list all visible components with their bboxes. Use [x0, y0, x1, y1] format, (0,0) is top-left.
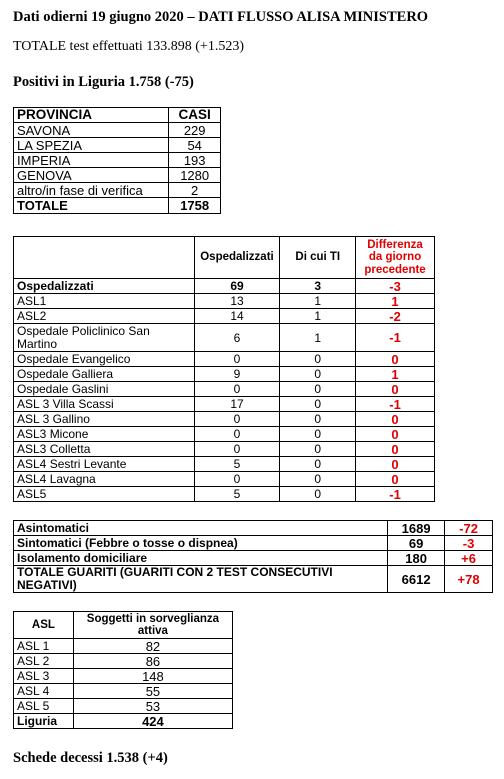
- diff-value: 0: [356, 382, 435, 397]
- hospitalized-value: 0: [194, 442, 280, 457]
- total-label: TOTALE: [14, 198, 169, 214]
- asl-name: ASL 2: [14, 654, 74, 669]
- header-ospedalizzati: Ospedalizzati: [194, 237, 280, 279]
- table-row: [14, 138, 221, 153]
- icu-value: 1: [280, 294, 356, 309]
- row-label: ASL4 Sestri Levante: [14, 457, 195, 472]
- icu-value: 3: [280, 279, 356, 294]
- row-label: ASL1: [14, 294, 195, 309]
- hospitalized-value: 5: [194, 457, 280, 472]
- hospitalized-value: 0: [194, 427, 280, 442]
- header-di-cui-ti: Di cui TI: [280, 237, 356, 279]
- table-row: [14, 551, 493, 566]
- table-header-row: [14, 108, 221, 123]
- table-row: [14, 487, 435, 502]
- total-cases: 1758: [169, 198, 221, 214]
- hospitalized-value: 9: [194, 367, 280, 382]
- table-row: [14, 294, 435, 309]
- table-row: [14, 324, 435, 352]
- summary-diff: +6: [445, 551, 493, 566]
- summary-label: TOTALE GUARITI (GUARITI CON 2 TEST CONSECUTIVI NEGATIVI): [14, 566, 388, 593]
- summary-value: 6612: [388, 566, 445, 593]
- diff-value: 1: [356, 367, 435, 382]
- diff-value: -2: [356, 309, 435, 324]
- table-row: [14, 153, 221, 168]
- positives-heading: Positivi in Liguria 1.758 (-75): [13, 74, 194, 90]
- asl-count: 148: [73, 669, 232, 684]
- icu-value: 1: [280, 309, 356, 324]
- diff-value: -1: [356, 487, 435, 502]
- row-label: Ospedale Gaslini: [14, 382, 195, 397]
- province-name: LA SPEZIA: [14, 138, 169, 153]
- icu-value: 0: [280, 412, 356, 427]
- header-provincia: PROVINCIA: [14, 108, 169, 123]
- summary-value: 180: [388, 551, 445, 566]
- table-row: [14, 472, 435, 487]
- total-count: 424: [73, 714, 232, 729]
- table-row: [14, 457, 435, 472]
- province-cases: 54: [169, 138, 221, 153]
- hospital-table: [13, 236, 435, 502]
- summary-diff: -3: [445, 536, 493, 551]
- header-asl: ASL: [14, 612, 74, 639]
- table-header-row: [14, 612, 233, 639]
- hospitalized-value: 0: [194, 412, 280, 427]
- table-row: [14, 669, 233, 684]
- province-name: altro/in fase di verifica: [14, 183, 169, 198]
- province-cases: 193: [169, 153, 221, 168]
- hospitalized-value: 17: [194, 397, 280, 412]
- icu-value: 0: [280, 352, 356, 367]
- diff-value: 0: [356, 472, 435, 487]
- header-empty: [14, 237, 195, 279]
- table-row: [14, 699, 233, 714]
- province-table: [13, 107, 221, 214]
- diff-value: 1: [356, 294, 435, 309]
- asl-count: 55: [73, 684, 232, 699]
- icu-value: 0: [280, 442, 356, 457]
- table-row: [14, 397, 435, 412]
- diff-value: 0: [356, 457, 435, 472]
- province-name: GENOVA: [14, 168, 169, 183]
- table-row: [14, 442, 435, 457]
- row-label: Ospedale Policlinico San Martino: [14, 324, 195, 352]
- total-label: Liguria: [14, 714, 74, 729]
- hospitalized-value: 0: [194, 382, 280, 397]
- row-label: ASL5: [14, 487, 195, 502]
- summary-value: 1689: [388, 521, 445, 536]
- diff-value: -1: [356, 397, 435, 412]
- hospitalized-value: 0: [194, 472, 280, 487]
- surveillance-table: [13, 611, 233, 729]
- diff-value: 0: [356, 412, 435, 427]
- total-row: [14, 198, 221, 214]
- table-row: [14, 352, 435, 367]
- table-row: [14, 427, 435, 442]
- page-title: Dati odierni 19 giugno 2020 – DATI FLUSSO ALISA MINISTERO: [13, 9, 429, 25]
- summary-label: Sintomatici (Febbre o tosse o dispnea): [14, 536, 388, 551]
- summary-diff: -72: [445, 521, 493, 536]
- summary-diff: +78: [445, 566, 493, 593]
- summary-label: Asintomatici: [14, 521, 388, 536]
- diff-value: -3: [356, 279, 435, 294]
- province-cases: 229: [169, 123, 221, 138]
- hospitalized-value: 0: [194, 352, 280, 367]
- icu-value: 1: [280, 324, 356, 352]
- total-tests-line: TOTALE test effettuati 133.898 (+1.523): [13, 39, 244, 54]
- header-casi: CASI: [169, 108, 221, 123]
- table-row: [14, 639, 233, 654]
- icu-value: 0: [280, 427, 356, 442]
- table-row: [14, 183, 221, 198]
- row-label: ASL2: [14, 309, 195, 324]
- province-name: SAVONA: [14, 123, 169, 138]
- asl-count: 82: [73, 639, 232, 654]
- diff-value: -1: [356, 324, 435, 352]
- asl-name: ASL 5: [14, 699, 74, 714]
- summary-table: [13, 520, 493, 593]
- table-row: [14, 536, 493, 551]
- table-row: [14, 412, 435, 427]
- asl-name: ASL 3: [14, 669, 74, 684]
- table-row: [14, 382, 435, 397]
- deaths-line: Schede decessi 1.538 (+4): [13, 750, 168, 766]
- summary-label: Isolamento domiciliare: [14, 551, 388, 566]
- total-row: [14, 714, 233, 729]
- row-label: Ospedale Galliera: [14, 367, 195, 382]
- row-label: ASL3 Micone: [14, 427, 195, 442]
- icu-value: 0: [280, 487, 356, 502]
- table-row: [14, 309, 435, 324]
- row-label: ASL4 Lavagna: [14, 472, 195, 487]
- province-cases: 1280: [169, 168, 221, 183]
- asl-name: ASL 1: [14, 639, 74, 654]
- row-label: ASL 3 Villa Scassi: [14, 397, 195, 412]
- icu-value: 0: [280, 367, 356, 382]
- header-soggetti: Soggetti in sorveglianza attiva: [73, 612, 232, 639]
- row-label: Ospedale Evangelico: [14, 352, 195, 367]
- summary-value: 69: [388, 536, 445, 551]
- row-label: Ospedalizzati: [14, 279, 195, 294]
- table-row: [14, 521, 493, 536]
- asl-count: 86: [73, 654, 232, 669]
- row-label: ASL 3 Gallino: [14, 412, 195, 427]
- hospitalized-value: 13: [194, 294, 280, 309]
- asl-name: ASL 4: [14, 684, 74, 699]
- icu-value: 0: [280, 472, 356, 487]
- table-header-row: [14, 237, 435, 279]
- table-row: [14, 367, 435, 382]
- province-name: IMPERIA: [14, 153, 169, 168]
- diff-value: 0: [356, 442, 435, 457]
- icu-value: 0: [280, 382, 356, 397]
- table-row: [14, 654, 233, 669]
- icu-value: 0: [280, 457, 356, 472]
- diff-value: 0: [356, 427, 435, 442]
- table-row: [14, 123, 221, 138]
- table-row: [14, 566, 493, 593]
- table-row: [14, 168, 221, 183]
- table-row: [14, 684, 233, 699]
- row-label: ASL3 Colletta: [14, 442, 195, 457]
- table-row: [14, 279, 435, 294]
- hospitalized-value: 6: [194, 324, 280, 352]
- province-cases: 2: [169, 183, 221, 198]
- hospitalized-value: 14: [194, 309, 280, 324]
- asl-count: 53: [73, 699, 232, 714]
- icu-value: 0: [280, 397, 356, 412]
- hospitalized-value: 69: [194, 279, 280, 294]
- hospitalized-value: 5: [194, 487, 280, 502]
- diff-value: 0: [356, 352, 435, 367]
- header-differenza: Differenza da giorno precedente: [356, 237, 435, 279]
